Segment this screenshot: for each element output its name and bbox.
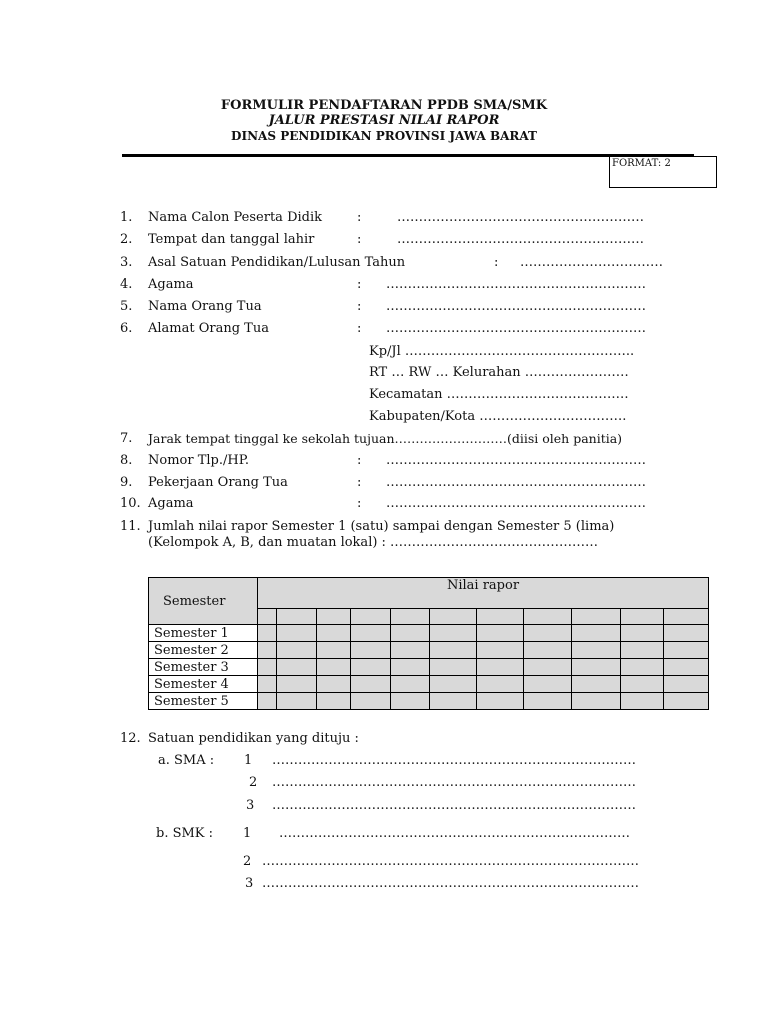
item-11-number: 11. — [120, 519, 141, 534]
table-cell[interactable] — [391, 676, 430, 693]
semester-header: Semester — [149, 578, 258, 625]
table-header-cell — [351, 608, 391, 624]
field-5-colon: : — [357, 299, 362, 314]
field-3-label: Asal Satuan Pendidikan/Lulusan Tahun — [148, 255, 406, 270]
table-cell[interactable] — [621, 693, 664, 710]
table-header-cell — [524, 608, 572, 624]
table-cell[interactable] — [477, 659, 524, 676]
field-9-label: Pekerjaan Orang Tua — [148, 475, 288, 490]
field-5-number: 5. — [120, 299, 133, 314]
table-cell[interactable] — [524, 642, 572, 659]
field-2-label: Tempat dan tanggal lahir — [148, 232, 315, 247]
table-cell[interactable] — [664, 676, 709, 693]
smk-3-input[interactable]: …………………………………………………………………………… — [262, 876, 639, 891]
field-9-number: 9. — [120, 475, 133, 490]
sma-2-input[interactable]: ………………………………………………………………………… — [272, 775, 636, 790]
table-cell[interactable] — [258, 693, 277, 710]
table-header-cell — [277, 608, 317, 624]
table-cell[interactable] — [621, 642, 664, 659]
table-cell[interactable] — [524, 625, 572, 642]
table-row — [149, 693, 709, 710]
sma-3-input[interactable]: ………………………………………………………………………… — [272, 798, 636, 813]
table-cell[interactable] — [277, 693, 317, 710]
field-4-label: Agama — [148, 277, 194, 292]
table-row — [149, 676, 709, 693]
field-7-number: 7. — [120, 431, 133, 446]
address-kp-jl[interactable]: Kp/Jl …………………………………………….. — [369, 344, 635, 359]
form-subtitle: JALUR PRESTASI NILAI RAPOR — [268, 113, 500, 128]
item-12-label: Satuan pendidikan yang dituju : — [148, 731, 359, 746]
table-row — [149, 659, 709, 676]
field-4-number: 4. — [120, 277, 133, 292]
field-6-number: 6. — [120, 321, 133, 336]
address-kecamatan[interactable]: Kecamatan …………………………………… — [369, 387, 629, 402]
format-box: FORMAT: 2 — [609, 156, 717, 188]
item-11-line2[interactable]: (Kelompok A, B, dan muatan lokal) : ………………………………………… — [148, 535, 599, 550]
field-4-input[interactable]: …………………………………………………… — [386, 277, 646, 292]
table-cell[interactable] — [258, 625, 277, 642]
semester-label: Semester 3 — [149, 659, 258, 676]
table-cell[interactable] — [391, 693, 430, 710]
field-8-number: 8. — [120, 453, 133, 468]
semester-label: Semester 2 — [149, 642, 258, 659]
field-2-colon: : — [357, 232, 362, 247]
table-cell[interactable] — [621, 625, 664, 642]
semester-label: Semester 4 — [149, 676, 258, 693]
address-rt-rw[interactable]: RT … RW … Kelurahan …………………… — [369, 365, 629, 380]
smk-1-input[interactable]: ……………………………………………………………………… — [279, 826, 630, 841]
table-header-cell — [572, 608, 621, 624]
table-cell[interactable] — [351, 625, 391, 642]
smk-1-number: 1 — [243, 826, 252, 841]
field-6-label: Alamat Orang Tua — [148, 321, 269, 336]
field-1-label: Nama Calon Peserta Didik — [148, 210, 323, 225]
table-header-cell — [258, 608, 277, 624]
table-cell[interactable] — [317, 642, 351, 659]
table-cell[interactable] — [277, 676, 317, 693]
table-header-cell — [317, 608, 351, 624]
table-cell[interactable] — [572, 693, 621, 710]
field-3-colon: : — [494, 255, 499, 270]
table-cell[interactable] — [277, 659, 317, 676]
table-cell[interactable] — [572, 676, 621, 693]
field-10-input[interactable]: …………………………………………………… — [386, 496, 646, 511]
table-cell[interactable] — [391, 659, 430, 676]
field-3-number: 3. — [120, 255, 133, 270]
field-8-colon: : — [357, 453, 362, 468]
table-cell[interactable] — [621, 659, 664, 676]
table-cell[interactable] — [477, 625, 524, 642]
field-1-input[interactable]: ………………………………………………… — [397, 210, 644, 225]
table-cell[interactable] — [351, 676, 391, 693]
field-10-colon: : — [357, 496, 362, 511]
table-cell[interactable] — [317, 659, 351, 676]
table-cell[interactable] — [572, 625, 621, 642]
field-6-input[interactable]: …………………………………………………… — [386, 321, 646, 336]
table-cell[interactable] — [317, 625, 351, 642]
smk-label: b. SMK : — [156, 826, 214, 841]
table-cell[interactable] — [351, 693, 391, 710]
table-header-cell — [621, 608, 664, 624]
field-8-input[interactable]: …………………………………………………… — [386, 453, 646, 468]
table-header-cell — [477, 608, 524, 624]
table-cell[interactable] — [430, 625, 477, 642]
table-cell[interactable] — [317, 693, 351, 710]
sma-3-number: 3 — [246, 798, 255, 813]
table-cell[interactable] — [664, 625, 709, 642]
table-cell[interactable] — [277, 625, 317, 642]
table-row — [149, 642, 709, 659]
sma-2-number: 2 — [249, 775, 258, 790]
table-cell[interactable] — [524, 693, 572, 710]
item-12-number: 12. — [120, 731, 141, 746]
field-3-input[interactable]: …………………………… — [520, 255, 663, 270]
field-2-number: 2. — [120, 232, 133, 247]
table-cell[interactable] — [430, 659, 477, 676]
table-cell[interactable] — [524, 659, 572, 676]
table-cell[interactable] — [391, 625, 430, 642]
semester-label: Semester 1 — [149, 625, 258, 642]
table-row — [149, 625, 709, 642]
item-11-line1: Jumlah nilai rapor Semester 1 (satu) sampai dengan Semester 5 (lima) — [148, 519, 615, 534]
smk-3-number: 3 — [245, 876, 254, 891]
table-cell[interactable] — [430, 676, 477, 693]
table-cell[interactable] — [258, 642, 277, 659]
table-cell[interactable] — [258, 659, 277, 676]
table-cell[interactable] — [351, 642, 391, 659]
table-header-cell — [391, 608, 430, 624]
field-8-label: Nomor Tlp./HP. — [148, 453, 249, 468]
address-kabupaten[interactable]: Kabupaten/Kota ……………………………. — [369, 409, 627, 424]
sma-1-input[interactable]: ………………………………………………………………………… — [272, 753, 636, 768]
field-2-input[interactable]: ………………………………………………… — [397, 232, 644, 247]
table-cell[interactable] — [621, 676, 664, 693]
table-header-cell — [430, 608, 477, 624]
field-5-input[interactable]: …………………………………………………… — [386, 299, 646, 314]
field-10-number: 10. — [120, 496, 141, 511]
field-5-label: Nama Orang Tua — [148, 299, 262, 314]
table-cell[interactable] — [258, 676, 277, 693]
table-cell[interactable] — [477, 676, 524, 693]
table-cell[interactable] — [524, 676, 572, 693]
semester-label: Semester 5 — [149, 693, 258, 710]
field-4-colon: : — [357, 277, 362, 292]
smk-2-input[interactable]: …………………………………………………………………………… — [262, 854, 639, 869]
smk-2-number: 2 — [243, 854, 252, 869]
nilai-rapor-header: Nilai rapor — [258, 578, 709, 609]
field-1-colon: : — [357, 210, 362, 225]
table-cell[interactable] — [430, 642, 477, 659]
field-9-colon: : — [357, 475, 362, 490]
table-cell[interactable] — [477, 693, 524, 710]
table-cell[interactable] — [317, 676, 351, 693]
table-cell[interactable] — [277, 642, 317, 659]
sma-label: a. SMA : — [158, 753, 215, 768]
form-title: FORMULIR PENDAFTARAN PPDB SMA/SMK — [220, 98, 548, 113]
field-7-text[interactable]: Jarak tempat tinggal ke sekolah tujuan………………………(diisi oleh panitia) — [148, 431, 623, 446]
nilai-rapor-table — [148, 577, 709, 710]
table-cell[interactable] — [430, 693, 477, 710]
table-cell[interactable] — [664, 642, 709, 659]
form-agency: DINAS PENDIDIKAN PROVINSI JAWA BARAT — [231, 129, 537, 143]
table-header-cell — [664, 608, 709, 624]
table-cell[interactable] — [572, 642, 621, 659]
table-cell[interactable] — [572, 659, 621, 676]
table-cell[interactable] — [664, 693, 709, 710]
field-6-colon: : — [357, 321, 362, 336]
field-9-input[interactable]: …………………………………………………… — [386, 475, 646, 490]
field-10-label: Agama — [148, 496, 194, 511]
table-cell[interactable] — [477, 642, 524, 659]
table-cell[interactable] — [351, 659, 391, 676]
field-1-number: 1. — [120, 210, 133, 225]
table-cell[interactable] — [664, 659, 709, 676]
sma-1-number: 1 — [244, 753, 253, 768]
table-cell[interactable] — [391, 642, 430, 659]
